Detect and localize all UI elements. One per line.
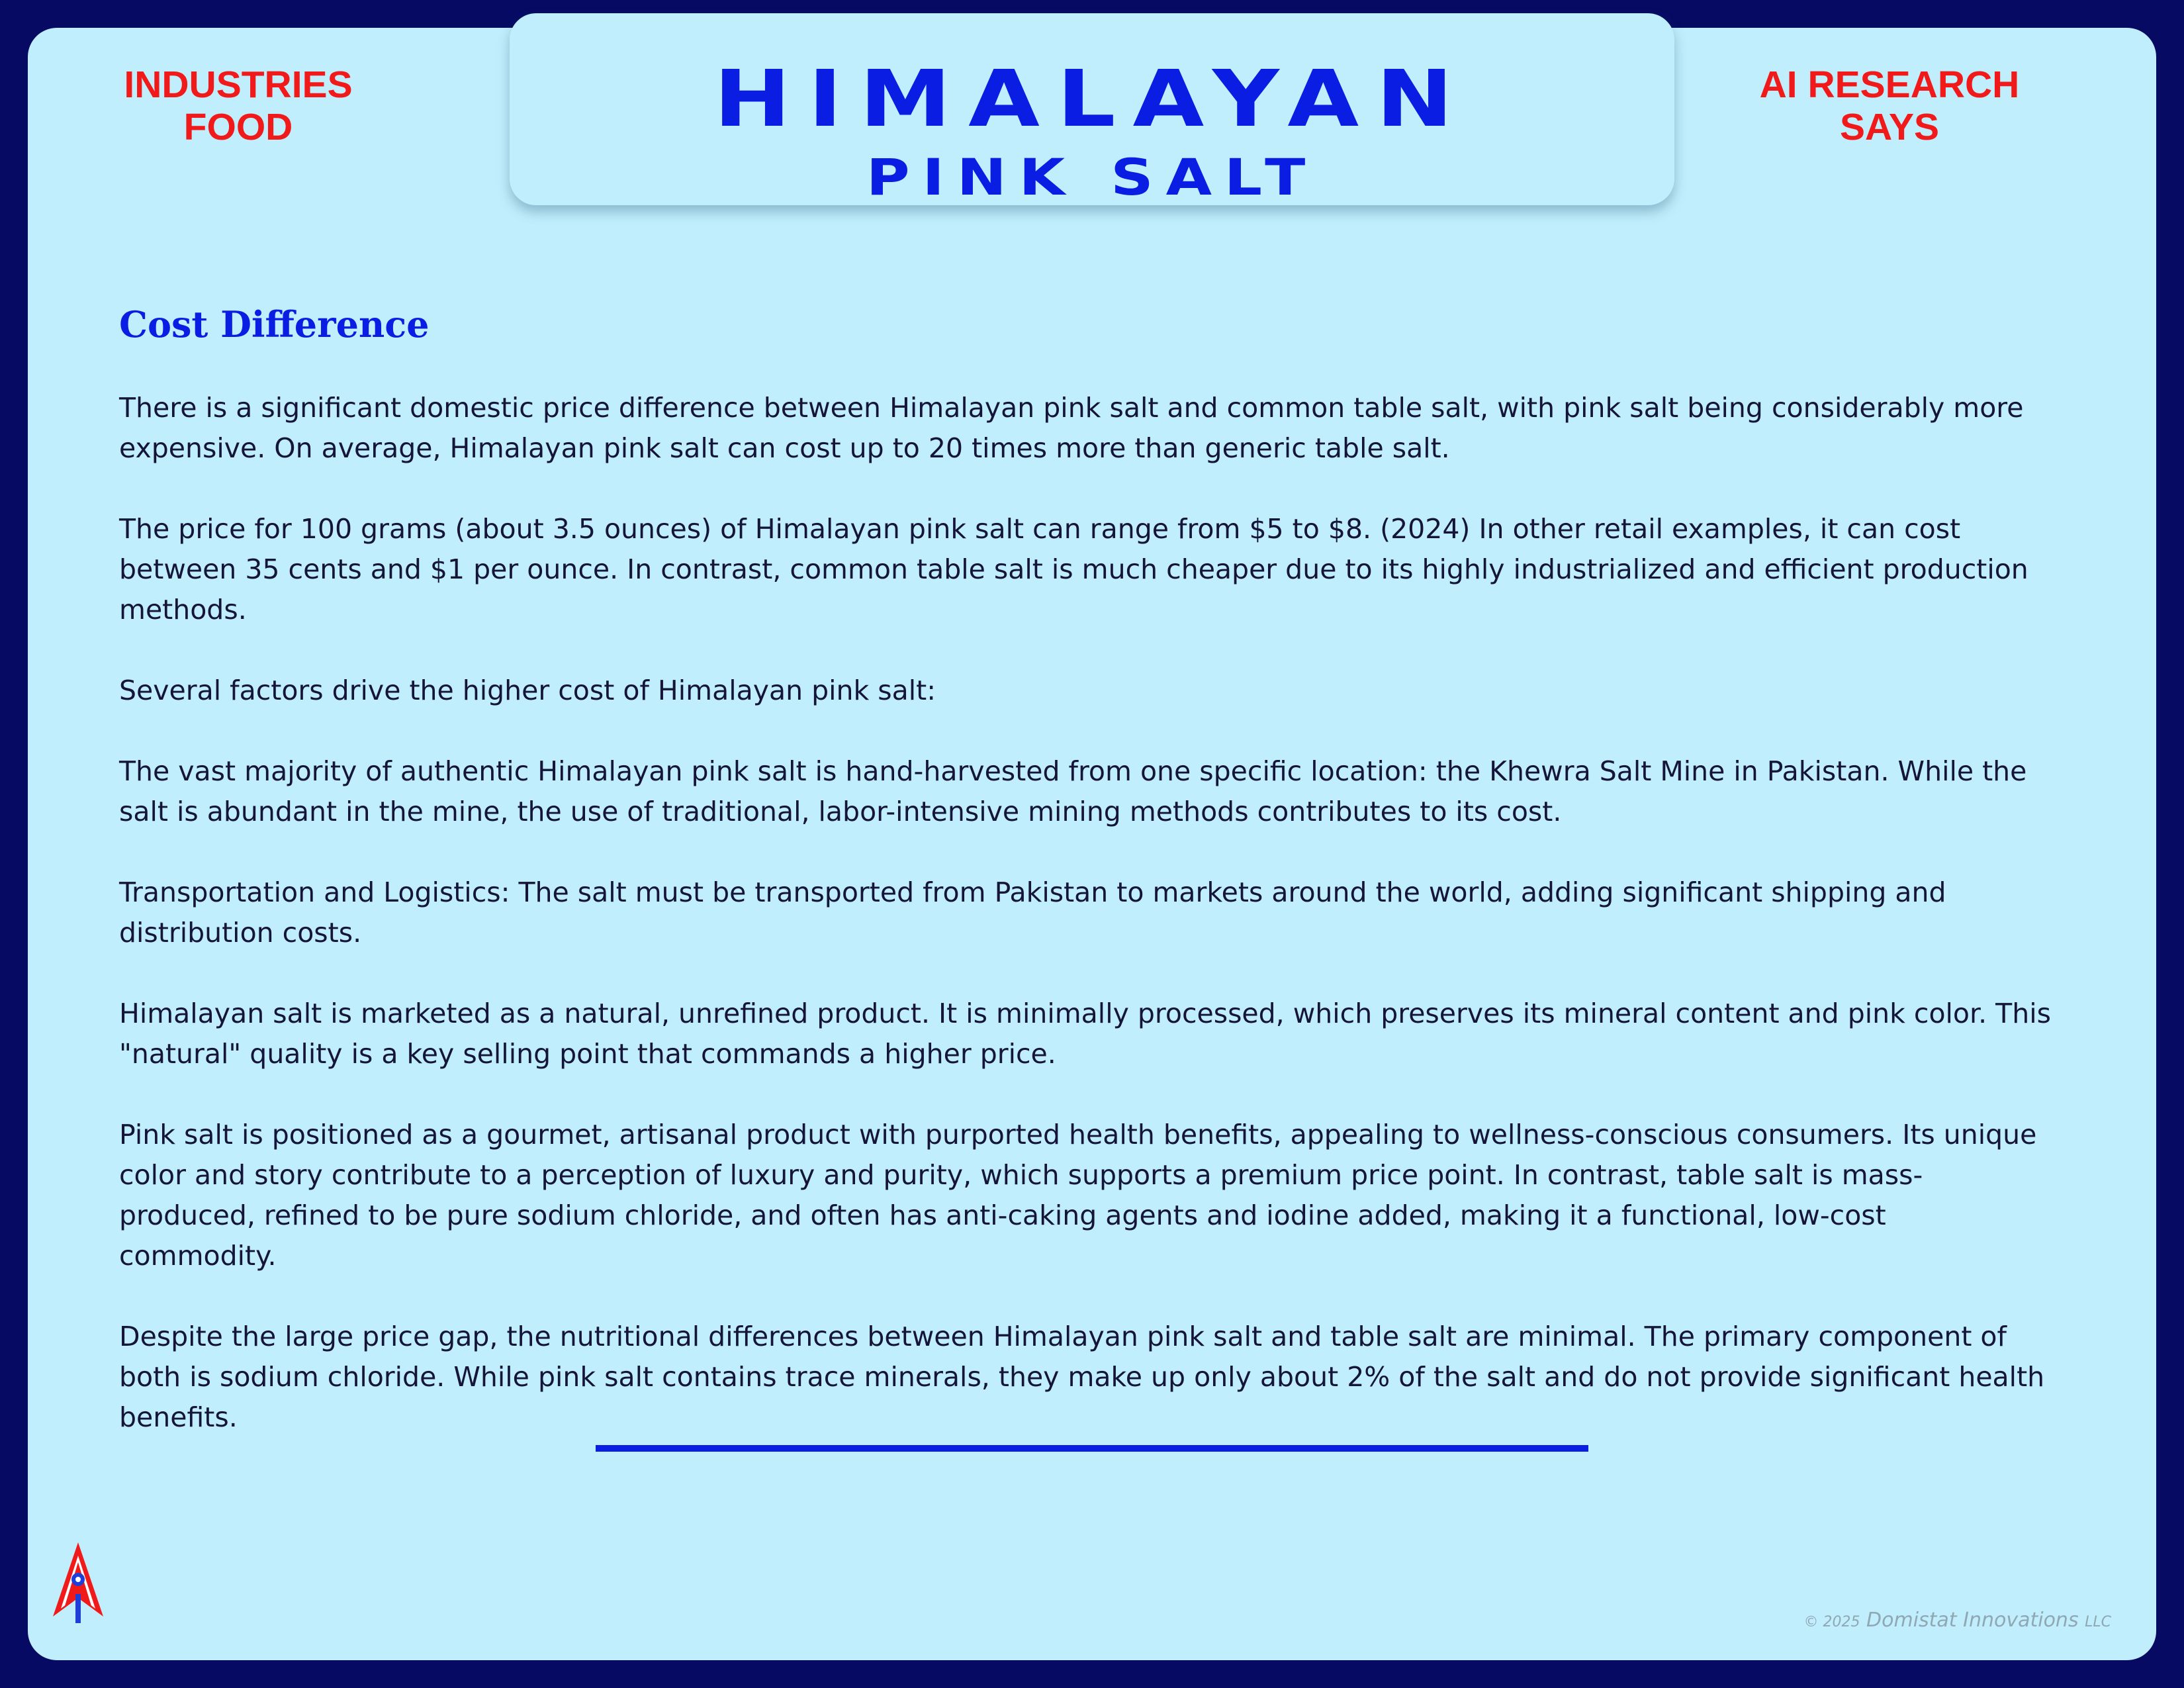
title-tab [510,13,1674,205]
paragraph-8: Despite the large price gap, the nutritional differences between Himalayan pink salt and table salt are minimal. The primary component of both is sodium chloride. While pink salt contains trace minerals, they make up only about 2% of the salt and do not provide significant health benefits. [119,1321,2045,1433]
section-heading: Cost Difference [119,303,430,346]
source-label-line2: SAYS [1840,106,1939,148]
paragraph-6: Himalayan salt is marketed as a natural, unrefined product. It is minimally processed, which preserves its mineral content and pink color. This "natural" quality is a key selling point that commands a higher price. [119,998,2051,1070]
red-triangle-logo-icon [52,1542,105,1623]
source-label-line1: AI RESEARCH [1759,64,2020,106]
paragraph-3: Several factors drive the higher cost of Himalayan pink salt: [119,675,936,706]
industry-label-line1: INDUSTRIES [124,64,353,106]
paragraph-4: The vast majority of authentic Himalayan pink salt is hand-harvested from one specific location: the Khewra Salt Mine in Pakistan. While the salt is abundant in the mine, the use of traditional, labor-intensive mining methods contributes to its cost. [119,755,2027,827]
paragraph-7: Pink salt is positioned as a gourmet, artisanal product with purported health benefits, appealing to wellness-conscious consumers. Its unique color and story contribute to a perception of luxury and purity, which supports a premium price point. In contrast, table salt is mass-produced, refined to be pure sodium chloride, and often has anti-caking agents and iodine added, making it a functional, low-cost commodity. [119,1119,2037,1272]
company-suffix: LLC [2085,1614,2111,1630]
industry-label [99,64,377,148]
paragraph-1: There is a significant domestic price difference between Himalayan pink salt and common table salt, with pink salt being considerably more expensive. On average, Himalayan pink salt can cost up to 20 times more than generic table salt. [119,392,2024,464]
article-body [119,298,2052,1478]
industry-label-line2: FOOD [183,106,293,148]
paragraph-2: The price for 100 grams (about 3.5 ounces) of Himalayan pink salt can range from $5 to $8. (2024) In other retail examples, it can cost between 35 cents and $1 per ounce. In contrast, common table salt is much cheaper due to its highly industrialized and efficient production methods. [119,513,2028,626]
copyright-prefix: © 2025 [1803,1614,1860,1630]
company-name: Domistat Innovations [1866,1609,2079,1632]
page-title: HIMALAYAN [713,53,1471,144]
source-label [1734,64,2045,148]
divider-line [596,1445,1588,1452]
page-subtitle: PINK SALT [866,148,1318,207]
copyright-notice [1803,1609,2111,1632]
paragraph-5: Transportation and Logistics: The salt must be transported from Pakistan to markets around the world, adding significant shipping and distribution costs. [119,876,1946,949]
